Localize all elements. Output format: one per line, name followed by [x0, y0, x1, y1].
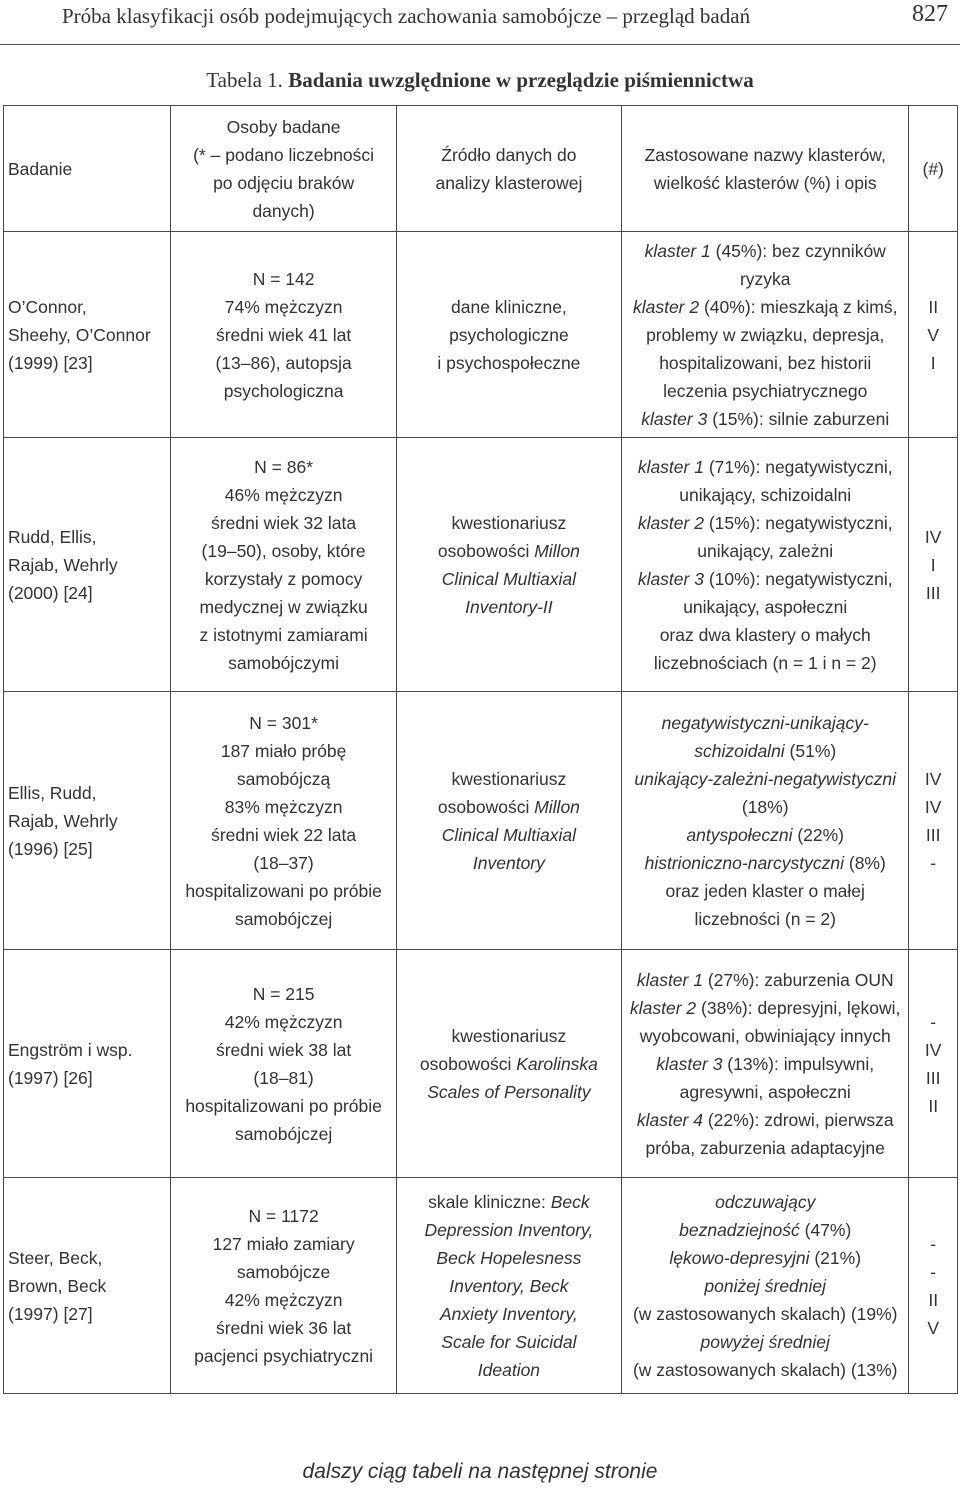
- cluster-line: [626, 1022, 904, 1050]
- italic-text: klaster 2: [630, 997, 697, 1018]
- plain-text: oraz dwa klastery o małych: [659, 624, 871, 645]
- subjects-line: pacjenci psychiatryczni: [194, 1345, 374, 1366]
- source-cell: [396, 438, 621, 692]
- cluster-line: [626, 265, 904, 293]
- italic-text: Beck Hopelesness: [436, 1247, 582, 1268]
- cluster-line: [626, 765, 904, 793]
- plain-text: agresywni, aspołeczni: [679, 1081, 851, 1102]
- italic-text: klaster 3: [637, 568, 704, 589]
- plain-text: problemy w związku, depresja,: [646, 324, 885, 345]
- cluster-line: [626, 293, 904, 321]
- cluster-line: [626, 321, 904, 349]
- source-cell: [396, 692, 621, 950]
- italic-text: negatywistyczni-unikający-: [661, 712, 869, 733]
- plain-text: osobowości: [437, 540, 535, 561]
- italic-text: Anxiety Inventory,: [440, 1303, 578, 1324]
- italic-text: unikający-zależni-negatywistyczni: [634, 768, 897, 789]
- italic-text: powyżej średniej: [700, 1331, 830, 1352]
- plain-text: kwestionariusz: [451, 512, 567, 533]
- subjects-line: samobójczej: [234, 1123, 333, 1144]
- num-value: -: [930, 852, 937, 873]
- subjects-line: średni wiek 22 lata: [211, 824, 357, 845]
- cluster-line: [626, 905, 904, 933]
- subjects-line: samobójczej: [234, 908, 333, 929]
- plain-text: (w zastosowanych skalach) (19%): [632, 1303, 898, 1324]
- subjects-line: (19–50), osoby, które: [201, 540, 366, 561]
- plain-text: (27%): zaburzenia OUN: [702, 969, 894, 990]
- italic-text: klaster 1: [636, 969, 703, 990]
- cluster-line: [626, 509, 904, 537]
- clusters-cell: [622, 438, 909, 692]
- subjects-line: N = 215: [252, 983, 315, 1004]
- source-line: [401, 1328, 617, 1356]
- header-clusters-line: Zastosowane nazwy klasterów,: [644, 144, 886, 165]
- subjects-cell: [171, 950, 396, 1178]
- num-cell: [909, 1178, 958, 1394]
- header-subjects-line: (* – podano liczebności: [193, 144, 375, 165]
- source-line: [401, 1022, 617, 1050]
- num-value: -: [930, 1261, 937, 1282]
- source-line: [401, 793, 617, 821]
- plain-text: (21%): [809, 1247, 862, 1268]
- table-header-row: [4, 106, 958, 232]
- header-study-label: Badanie: [8, 158, 73, 179]
- source-line: [401, 1300, 617, 1328]
- num-value: I: [930, 554, 936, 575]
- num-value: II: [928, 296, 939, 317]
- italic-text: Inventory-II: [465, 596, 553, 617]
- clusters-cell: [622, 950, 909, 1178]
- cluster-line: [626, 877, 904, 905]
- cluster-line: [626, 821, 904, 849]
- num-value: -: [930, 1011, 937, 1032]
- source-cell: [396, 950, 621, 1178]
- subjects-line: samobójczą: [236, 768, 331, 789]
- header-source-line: Źródło danych do: [441, 144, 577, 165]
- subjects-line: N = 142: [252, 268, 315, 289]
- plain-text: (8%): [844, 852, 886, 873]
- source-line: [401, 509, 617, 537]
- clusters-cell: [622, 1178, 909, 1394]
- study-line: (1999) [23]: [8, 352, 93, 373]
- plain-text: skale kliniczne:: [428, 1191, 551, 1212]
- subjects-line: średni wiek 38 lat: [215, 1039, 352, 1060]
- subjects-line: 127 miało zamiary: [212, 1233, 355, 1254]
- plain-text: unikający, aspołeczni: [683, 596, 848, 617]
- subjects-line: z istotnymi zamiarami: [199, 624, 368, 645]
- italic-text: Clinical Multiaxial: [441, 824, 577, 845]
- italic-text: lękowo-depresyjni: [669, 1247, 810, 1268]
- cluster-line: [626, 1272, 904, 1300]
- cluster-line: [626, 1300, 904, 1328]
- header-subjects-line: po odjęciu braków: [213, 172, 355, 193]
- subjects-line: 83% mężczyzn: [224, 796, 343, 817]
- cluster-line: [626, 793, 904, 821]
- italic-text: histrioniczno-narcystyczni: [644, 852, 844, 873]
- subjects-line: 187 miało próbę: [220, 740, 347, 761]
- plain-text: (51%): [784, 740, 837, 761]
- subjects-line: medycznej w związku: [199, 596, 368, 617]
- source-line: [401, 593, 617, 621]
- italic-text: klaster 2: [637, 512, 704, 533]
- cluster-line: [626, 377, 904, 405]
- subjects-line: (18–81): [253, 1067, 314, 1088]
- num-cell: [909, 950, 958, 1178]
- study-line: Brown, Beck: [8, 1275, 107, 1296]
- running-title: Próba klasyfikacji osób podejmujących zachowania samobójcze – przegląd badań: [62, 4, 751, 28]
- subjects-line: 74% mężczyzn: [224, 296, 343, 317]
- header-subjects-line: Osoby badane: [226, 116, 341, 137]
- table-row: [4, 950, 958, 1178]
- source-line: [401, 821, 617, 849]
- cluster-line: [626, 709, 904, 737]
- italic-text: Beck: [550, 1191, 590, 1212]
- cluster-line: [626, 966, 904, 994]
- plain-text: (18%): [741, 796, 789, 817]
- study-line: Engström i wsp.: [8, 1039, 133, 1060]
- italic-text: Scale for Suicidal: [441, 1331, 577, 1352]
- source-cell: [396, 1178, 621, 1394]
- subjects-line: samobójczymi: [228, 652, 340, 673]
- study-line: Steer, Beck,: [8, 1247, 103, 1268]
- table-row: [4, 692, 958, 950]
- plain-text: (10%): negatywistyczni,: [703, 568, 893, 589]
- source-line: [401, 1188, 617, 1216]
- cluster-line: [626, 565, 904, 593]
- subjects-cell: [171, 1178, 396, 1394]
- subjects-cell: [171, 438, 396, 692]
- table-number: Tabela 1.: [206, 68, 283, 92]
- num-cell: [909, 438, 958, 692]
- source-cell: [396, 232, 621, 438]
- plain-text: unikający, schizoidalni: [679, 484, 852, 505]
- italic-text: Clinical Multiaxial: [441, 568, 577, 589]
- plain-text: (40%): mieszkają z kimś,: [699, 296, 898, 317]
- study-cell: [4, 1178, 171, 1394]
- header-subjects: [171, 106, 396, 232]
- header-clusters-line: wielkość klasterów (%) i opis: [653, 172, 877, 193]
- study-line: Rajab, Wehrly: [8, 810, 118, 831]
- cluster-line: [626, 481, 904, 509]
- subjects-line: psychologiczna: [223, 380, 344, 401]
- plain-text: liczebnościach (n = 1 i n = 2): [653, 652, 877, 673]
- italic-text: Inventory, Beck: [449, 1275, 569, 1296]
- running-header: [0, 0, 960, 45]
- cluster-line: [626, 1050, 904, 1078]
- num-value: II: [928, 1289, 939, 1310]
- subjects-line: hospitalizowani po próbie: [185, 880, 382, 901]
- study-line: (1997) [27]: [8, 1303, 93, 1324]
- subjects-line: (13–86), autopsja: [215, 352, 352, 373]
- subjects-cell: [171, 232, 396, 438]
- subjects-line: N = 86*: [254, 456, 314, 477]
- subjects-line: samobójcze: [236, 1261, 331, 1282]
- cluster-line: [626, 849, 904, 877]
- plain-text: (45%): bez czynników: [710, 240, 886, 261]
- num-value: V: [927, 324, 940, 345]
- subjects-cell: [171, 692, 396, 950]
- table-title: Badania uwzględnione w przeglądzie piśmiennictwa: [288, 68, 754, 92]
- italic-text: klaster 1: [644, 240, 711, 261]
- plain-text: (22%): [792, 824, 845, 845]
- plain-text: osobowości: [419, 1053, 517, 1074]
- num-value: IV: [924, 796, 942, 817]
- italic-text: klaster 2: [632, 296, 700, 317]
- header-source: [396, 106, 621, 232]
- num-value: IV: [924, 526, 942, 547]
- cluster-line: [626, 1356, 904, 1384]
- plain-text: hospitalizowani, bez historii: [659, 352, 872, 373]
- italic-text: Karolinska: [516, 1053, 598, 1074]
- num-value: III: [925, 582, 941, 603]
- subjects-line: hospitalizowani po próbie: [185, 1095, 382, 1116]
- cluster-line: [626, 405, 904, 433]
- num-value: II: [928, 1095, 939, 1116]
- plain-text: leczenia psychiatrycznego: [663, 380, 868, 401]
- plain-text: unikający, zależni: [697, 540, 834, 561]
- source-line: [401, 849, 617, 877]
- subjects-line: 42% mężczyzn: [224, 1289, 343, 1310]
- source-line: [401, 565, 617, 593]
- num-cell: [909, 232, 958, 438]
- source-line: dane kliniczne,: [451, 296, 567, 317]
- header-study: [4, 106, 171, 232]
- study-line: Ellis, Rudd,: [8, 782, 97, 803]
- plain-text: (13%): impulsywni,: [722, 1053, 875, 1074]
- subjects-line: (18–37): [253, 852, 314, 873]
- num-value: I: [930, 352, 936, 373]
- cluster-line: [626, 237, 904, 265]
- num-value: III: [925, 1067, 941, 1088]
- italic-text: Inventory: [472, 852, 545, 873]
- num-value: III: [925, 824, 941, 845]
- study-cell: [4, 438, 171, 692]
- subjects-line: N = 1172: [248, 1205, 319, 1226]
- italic-text: Millon: [534, 540, 580, 561]
- source-line: psychologiczne: [449, 324, 569, 345]
- header-source-line: analizy klasterowej: [435, 172, 583, 193]
- study-line: Sheehy, O’Connor: [8, 324, 151, 345]
- cluster-line: [626, 1078, 904, 1106]
- cluster-line: [626, 349, 904, 377]
- table-caption: [0, 68, 960, 93]
- source-line: [401, 1272, 617, 1300]
- italic-text: antyspołeczni: [686, 824, 793, 845]
- source-line: [401, 1244, 617, 1272]
- subjects-line: korzystały z pomocy: [204, 568, 363, 589]
- header-clusters: [622, 106, 909, 232]
- header-num: [909, 106, 958, 232]
- header-subjects-line: danych): [252, 200, 315, 221]
- plain-text: wyobcowani, obwiniający innych: [639, 1025, 891, 1046]
- table-row: [4, 1178, 958, 1394]
- plain-text: (22%): zdrowi, pierwsza: [702, 1109, 894, 1130]
- subjects-line: średni wiek 32 lata: [211, 512, 357, 533]
- subjects-line: średni wiek 41 lat: [215, 324, 352, 345]
- study-cell: [4, 232, 171, 438]
- plain-text: (15%): silnie zaburzeni: [707, 408, 890, 429]
- cluster-line: [626, 737, 904, 765]
- study-line: (1997) [26]: [8, 1067, 93, 1088]
- table-row: [4, 438, 958, 692]
- study-line: Rudd, Ellis,: [8, 526, 97, 547]
- source-line: [401, 1216, 617, 1244]
- italic-text: klaster 1: [637, 456, 704, 477]
- italic-text: schizoidalni: [694, 740, 785, 761]
- subjects-line: 42% mężczyzn: [224, 1011, 343, 1032]
- table-body: [4, 232, 958, 1394]
- num-cell: [909, 692, 958, 950]
- plain-text: liczebności (n = 2): [694, 908, 836, 929]
- plain-text: osobowości: [437, 796, 535, 817]
- study-line: Rajab, Wehrly: [8, 554, 118, 575]
- num-value: -: [930, 1233, 937, 1254]
- page-number: 827: [912, 1, 948, 27]
- cluster-line: [626, 649, 904, 677]
- cluster-line: [626, 1134, 904, 1162]
- plain-text: (38%): depresyjni, lękowi,: [696, 997, 901, 1018]
- table-row: [4, 232, 958, 438]
- source-line: i psychospołeczne: [437, 352, 581, 373]
- italic-text: Ideation: [477, 1359, 541, 1380]
- italic-text: Depression Inventory,: [424, 1219, 594, 1240]
- study-cell: [4, 950, 171, 1178]
- source-line: [401, 765, 617, 793]
- italic-text: Millon: [534, 796, 580, 817]
- cluster-line: [626, 1188, 904, 1216]
- cluster-line: [626, 994, 904, 1022]
- cluster-line: [626, 537, 904, 565]
- subjects-line: 46% mężczyzn: [224, 484, 343, 505]
- plain-text: (w zastosowanych skalach) (13%): [632, 1359, 898, 1380]
- plain-text: próba, zaburzenia adaptacyjne: [645, 1137, 885, 1158]
- study-line: (1996) [25]: [8, 838, 93, 859]
- studies-table: [3, 105, 958, 1394]
- plain-text: (47%): [799, 1219, 852, 1240]
- italic-text: beznadziejność: [679, 1219, 800, 1240]
- source-line: [401, 1078, 617, 1106]
- italic-text: odczuwający: [715, 1191, 816, 1212]
- subjects-line: N = 301*: [249, 712, 318, 733]
- source-line: [401, 1356, 617, 1384]
- plain-text: ryzyka: [739, 268, 791, 289]
- plain-text: kwestionariusz: [451, 768, 567, 789]
- italic-text: Scales of Personality: [427, 1081, 591, 1102]
- num-value: IV: [924, 1039, 942, 1060]
- cluster-line: [626, 621, 904, 649]
- subjects-line: średni wiek 36 lat: [215, 1317, 352, 1338]
- plain-text: kwestionariusz: [451, 1025, 567, 1046]
- study-cell: [4, 692, 171, 950]
- study-line: (2000) [24]: [8, 582, 93, 603]
- cluster-line: [626, 593, 904, 621]
- cluster-line: [626, 453, 904, 481]
- num-value: V: [927, 1317, 940, 1338]
- header-num-label: (#): [922, 158, 944, 179]
- clusters-cell: [622, 692, 909, 950]
- num-value: IV: [924, 768, 942, 789]
- cluster-line: [626, 1106, 904, 1134]
- italic-text: klaster 4: [636, 1109, 703, 1130]
- continuation-note: dalszy ciąg tabeli na następnej stronie: [302, 1460, 658, 1483]
- plain-text: (15%): negatywistyczni,: [703, 512, 893, 533]
- italic-text: klaster 3: [641, 408, 708, 429]
- italic-text: poniżej średniej: [704, 1275, 827, 1296]
- source-line: [401, 1050, 617, 1078]
- study-line: O’Connor,: [8, 296, 87, 317]
- cluster-line: [626, 1216, 904, 1244]
- clusters-cell: [622, 232, 909, 438]
- plain-text: oraz jeden klaster o małej: [665, 880, 865, 901]
- cluster-line: [626, 1244, 904, 1272]
- cluster-line: [626, 1328, 904, 1356]
- italic-text: klaster 3: [656, 1053, 723, 1074]
- source-line: [401, 537, 617, 565]
- plain-text: (71%): negatywistyczni,: [703, 456, 893, 477]
